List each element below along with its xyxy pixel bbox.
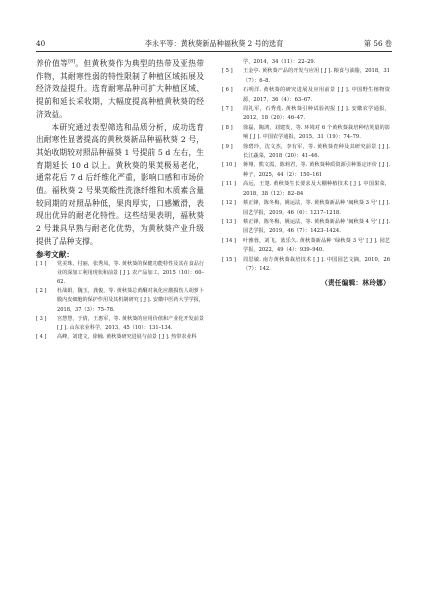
reference-item — [222, 161, 390, 180]
reference-item — [222, 86, 390, 105]
reference-item — [222, 143, 390, 162]
reference-text: 高远，王楚. 黄秋葵生长要求及大棚种植技术 [ J ]. 中国果菜，2018，38（12）：82–84 — [243, 181, 390, 197]
reference-item — [222, 237, 390, 256]
reference-text: 石明洋. 黄秋葵的研究进展及应用前景 [ J ]. 中国野生植物资源，2017，36（4）：63–67. — [243, 87, 390, 103]
reference-text: 蒋翔，熊文霞，陈莉君，等. 黄秋葵种质资源引种鉴定评价 [ J ]. 种子，2025，44（2）：150–161 — [243, 162, 390, 178]
reference-item — [222, 256, 390, 275]
reference-text: 宫慧慧，于倩，王惠军，等. 黄秋葵的应用价值和产业化开发前景 [ J ]. 山东农业科学，2013，45（10）：131–134. — [57, 315, 204, 331]
reference-item — [222, 180, 390, 199]
running-title: 李永平等：黄秋葵新品种福秋葵 2 号的选育 — [144, 39, 284, 48]
reference-index: [ 14 ] — [222, 237, 236, 244]
reference-index: [ 1 ] — [36, 260, 47, 267]
reference-item — [36, 260, 204, 288]
reference-text: 王金亭. 黄秋葵产品的开发与应用 [ J ]. 粮食与油脂，2018，31（7）：6–8. — [243, 68, 390, 84]
page-number: 40 — [36, 39, 46, 48]
reference-index: [ 6 ] — [222, 87, 233, 94]
reference-item — [222, 199, 390, 218]
reference-item — [222, 124, 390, 143]
reference-item — [36, 287, 204, 315]
para2-text: 本研究通过表型筛选和品质分析，成功选育出耐寒性显著提高的黄秋葵新品种福秋葵 2 号，其始收期较对照品种福葵 1 号提前 5 d 左右，生育期延长 10 d 以上。黄秋葵的果荚极易老化，通常花后 7 d 后纤维化严重，影响口感和市场价值。福秋葵 2 号果荚酸性洗涤纤维和木质素含量较同期的对照品种低，果肉厚实，口感嫩滑，表现出优异的耐老化特性。这些结果表明，福秋葵 2 号兼具早熟与耐老化优势，为黄秋葵产业升级提供了品种支撑。 — [36, 122, 204, 246]
editor-note: （责任编辑：林玲娜） — [321, 279, 390, 288]
reference-index: [ 2 ] — [36, 288, 47, 295]
reference-text: 周思敏. 南方黄秋葵栽培技术 [ J ]. 中国园艺文摘，2010，26（7）：142. — [243, 256, 390, 272]
reference-item — [36, 333, 204, 342]
reference-index: [ 7 ] — [222, 106, 233, 113]
reference-index: [ 10 ] — [222, 162, 236, 169]
reference-item — [36, 315, 204, 333]
page-header — [36, 38, 392, 52]
reference-item — [222, 67, 390, 86]
body-paragraph-2 — [36, 122, 204, 249]
reference-text: 杜战娟，魏玉，龚俊，等. 黄秋葵总黄酮对氧化应激损伤人胡萝卜膜内皮细胞的保护作用及其机制研究 [ J ]. 安徽中医药大学学报，2018，37（3）：75–78. — [57, 288, 204, 313]
reference-text: 徐碧玲，沈文杰，李有军，等. 黄秋葵育种及其研究前景 [ J ]. 长江蔬菜，2018（20）：41–46. — [243, 143, 390, 160]
reference-text: 周礼军，石秀莲. 黄秋葵引种试验初报 [ J ]. 安徽农学通报，2012，18（20）：46–47. — [243, 106, 390, 122]
right-column — [222, 58, 390, 289]
reference-index: [ 3 ] — [36, 315, 47, 322]
left-column — [36, 58, 204, 342]
reference-text: 徐磊，陶鸿，刘建发，等. 环境对 6 个黄秋葵栽培种结荚量的影响 [ J ]. 中国农学通报，2015，31（19）：74–79. — [243, 124, 390, 141]
reference-text: 蔡正锋，陈冬梅，姚运法，等. 黄秋葵新品种 '闽秋葵 4 号' [ J ]. 园艺学报，2019，46（7）：1423–1424. — [243, 218, 390, 235]
reference-item — [222, 105, 390, 124]
reference-text: 高峰，刘建文，徐楠. 黄秋葵研究进展与前景 [ J ]. 热带农业科 — [57, 334, 197, 341]
reference-list-left — [36, 260, 204, 343]
citation-8[interactable]: [8] — [68, 59, 76, 65]
reference-index: [ 9 ] — [222, 143, 233, 150]
reference-item — [222, 218, 390, 237]
reference-index: [ 13 ] — [222, 218, 236, 225]
reference-index: [ 15 ] — [222, 256, 236, 263]
para1-rest: 。但黄秋葵作为典型的热带及亚热带作物，其耐寒性弱的特性限制了种植区域拓展及经济效益提升。选育耐寒品种可扩大种植区域、提前和延长采收期，大幅度提高种植黄秋葵的经济效益。 — [36, 59, 204, 119]
para1-start: 养价值等 — [36, 59, 69, 68]
reference-index: [ 5 ] — [222, 68, 233, 75]
reference-text: 党美珠，付丽，张秀凤，等. 黄秋葵的保健功能特性及其在食品行业的深加工利用现状和前景 [ J ]. 农产品加工，2015（10）：60–62. — [57, 260, 205, 285]
reference-index: [ 8 ] — [222, 124, 233, 131]
reference-list-right — [222, 58, 390, 274]
reference-item — [222, 58, 390, 67]
reference-index: [ 4 ] — [36, 334, 47, 341]
reference-text: 蔡正锋，陈冬梅，姚运法，等. 黄秋葵新品种 '闽秋葵 3 号' [ J ]. 园艺学报，2019，46（6）：1217–1218. — [243, 200, 390, 216]
references-heading: 参考文献： — [36, 249, 74, 259]
body-paragraph-1 — [36, 58, 204, 122]
reference-index: [ 11 ] — [222, 181, 236, 188]
reference-text: 叶雅蓉，刘飞，蓝乐久. 黄秋葵新品种 '绿秋葵 3 号' [ J ]. 园艺学报，2022，49（4）：939–940. — [243, 237, 390, 254]
volume-label: 第 56 卷 — [363, 39, 392, 48]
reference-index: [ 12 ] — [222, 200, 236, 207]
reference-text: 学，2014，34（11）：22–29. — [243, 59, 316, 65]
